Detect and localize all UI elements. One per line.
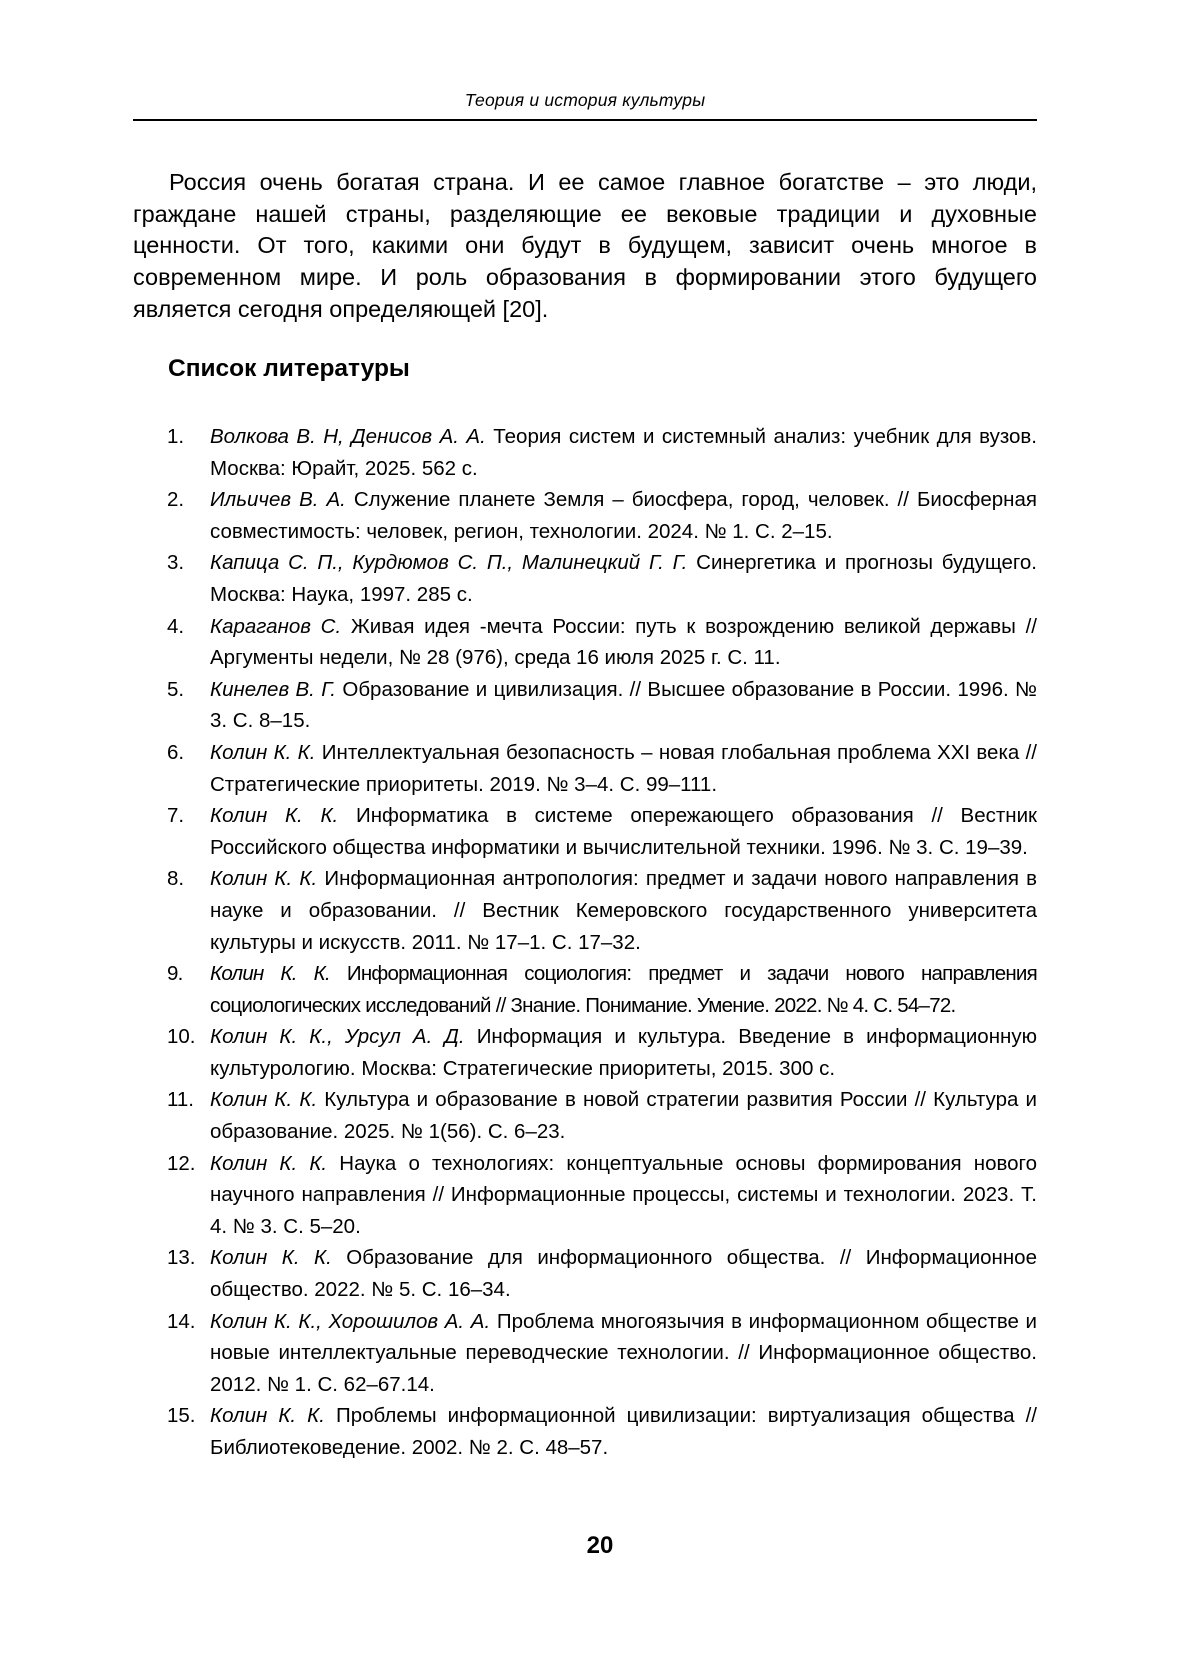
reference-author: Колин К. К.: [210, 1088, 318, 1112]
reference-author: Колин К. К.: [210, 740, 316, 764]
reference-number: 15.: [167, 1404, 196, 1428]
reference-number: 9.: [167, 962, 183, 986]
reference-author: Колин К. К.: [210, 962, 330, 986]
reference-number: 2.: [167, 488, 185, 512]
reference-text: Проблема многоязычия в информационном обществе и новые интеллектуальные переводческие технологии. // Информационное общество. 2012. № 1. С. 62–67.14.: [210, 1309, 1038, 1396]
reference-author: Колин К. К.: [210, 1151, 328, 1175]
reference-item: [133, 421, 1037, 484]
reference-number: 14.: [167, 1309, 196, 1333]
reference-text: Образование и цивилизация. // Высшее образование в России. 1996. № 3. С. 8–15.: [210, 677, 1038, 733]
reference-number: 12.: [167, 1151, 196, 1175]
references-heading: Список литературы: [168, 355, 410, 382]
reference-author: Колин К. К., Урсул А. Д.: [210, 1025, 465, 1049]
reference-text: Культура и образование в новой стратегии развития России // Культура и образование. 2025. № 1(56). С. 6–23.: [210, 1088, 1037, 1144]
reference-author: Капица С. П., Курдюмов С. П., Малинецкий Г. Г.: [210, 551, 688, 575]
reference-number: 13.: [167, 1246, 196, 1270]
reference-number: 8.: [167, 867, 185, 891]
reference-item: [133, 1242, 1037, 1305]
page-number: 20: [586, 1532, 614, 1559]
reference-item: [133, 800, 1037, 863]
reference-item: [133, 958, 1037, 1021]
reference-author: Ильичев В. А.: [210, 488, 346, 512]
reference-item: [133, 547, 1037, 610]
reference-text: Информационная антропология: предмет и задачи нового направления в науке и образовании. // Вестник Кемеровского государственного университета культуры и искусств. 2011. № 17–1. С. 17–32.: [210, 867, 1037, 954]
reference-number: 1.: [167, 425, 185, 448]
running-head-title: Теория и история культуры: [464, 90, 706, 110]
reference-author: Колин К. К.: [210, 804, 339, 828]
reference-item: [133, 863, 1037, 958]
reference-number: 7.: [167, 804, 185, 828]
reference-item: [133, 674, 1037, 737]
reference-item: [133, 484, 1037, 547]
reference-author: Колин К. К.: [210, 1246, 332, 1270]
reference-text: Интеллектуальная безопасность – новая глобальная проблема XXI века // Стратегические приоритеты. 2019. № 3–4. С. 99–111.: [210, 740, 1037, 796]
reference-author: Кинелев В. Г.: [210, 677, 337, 701]
reference-number: 3.: [167, 551, 185, 575]
reference-text: Теория систем и системный анализ: учебник для вузов. Москва: Юрайт, 2025. 562 с.: [210, 425, 1038, 480]
reference-item: [133, 1400, 1037, 1463]
reference-number: 6.: [167, 740, 185, 764]
reference-item: [133, 611, 1037, 674]
reference-text: Информационная социология: предмет и задачи нового направления социологических исследований // Знание. Понимание. Умение. 2022. № 4. С. 54–72.: [210, 962, 1037, 1017]
reference-text: Синергетика и прогнозы будущего. Москва: Наука, 1997. 285 с.: [210, 551, 1037, 606]
reference-list: [133, 421, 1037, 1464]
reference-item: [133, 1148, 1037, 1243]
reference-author: Колин К. К.: [210, 867, 318, 891]
reference-author: Волкова В. Н, Денисов А. А.: [210, 425, 486, 448]
reference-text: Образование для информационного общества. // Информационное общество. 2022. № 5. С. 16–34.: [210, 1246, 1037, 1302]
reference-text: Наука о технологиях: концептуальные основы формирования нового научного направления // Информационные процессы, системы и технологии. 2023. Т. 4. № 3. С. 5–20.: [210, 1151, 1037, 1238]
reference-text: Информатика в системе опережающего образования // Вестник Российского общества информатики и вычислительной техники. 1996. № 3. С. 19–39.: [210, 804, 1037, 859]
reference-author: Караганов С.: [210, 614, 342, 638]
reference-text: Информация и культура. Введение в информационную культурологию. Москва: Стратегические приоритеты, 2015. 300 с.: [210, 1025, 1037, 1080]
reference-author: Колин К. К., Хорошилов А. А.: [210, 1309, 491, 1333]
reference-item: [133, 1306, 1037, 1401]
reference-number: 4.: [167, 614, 185, 638]
reference-item: [133, 1021, 1037, 1084]
reference-text: Живая идея -мечта России: путь к возрождению великой державы //Аргументы недели, № 28 (976), среда 16 июля 2025 г. С. 11.: [210, 614, 1037, 670]
reference-author: Колин К. К.: [210, 1404, 325, 1428]
reference-item: [133, 1084, 1037, 1147]
reference-number: 5.: [167, 677, 185, 701]
reference-text: Проблемы информационной цивилизации: виртуализация общества // Библиотековедение. 2002. № 2. С. 48–57.: [210, 1404, 1038, 1459]
reference-item: [133, 737, 1037, 800]
header-divider: [133, 119, 1037, 121]
reference-text: Служение планете Земля – биосфера, город, человек. // Биосферная совместимость: человек, регион, технологии. 2024. № 1. С. 2–15.: [210, 488, 1037, 543]
body-paragraph: Россия очень богатая страна. И ее самое главное богатстве – это люди, граждане нашей страны, разделяющие ее вековые традиции и духовные ценности. От того, какими они будут в будущем, зависит очень многое в современном мире. И роль образования в формировании этого будущего является сегодня определяющей [20].: [133, 169, 1037, 322]
reference-number: 10.: [167, 1025, 196, 1049]
reference-number: 11.: [167, 1088, 194, 1112]
